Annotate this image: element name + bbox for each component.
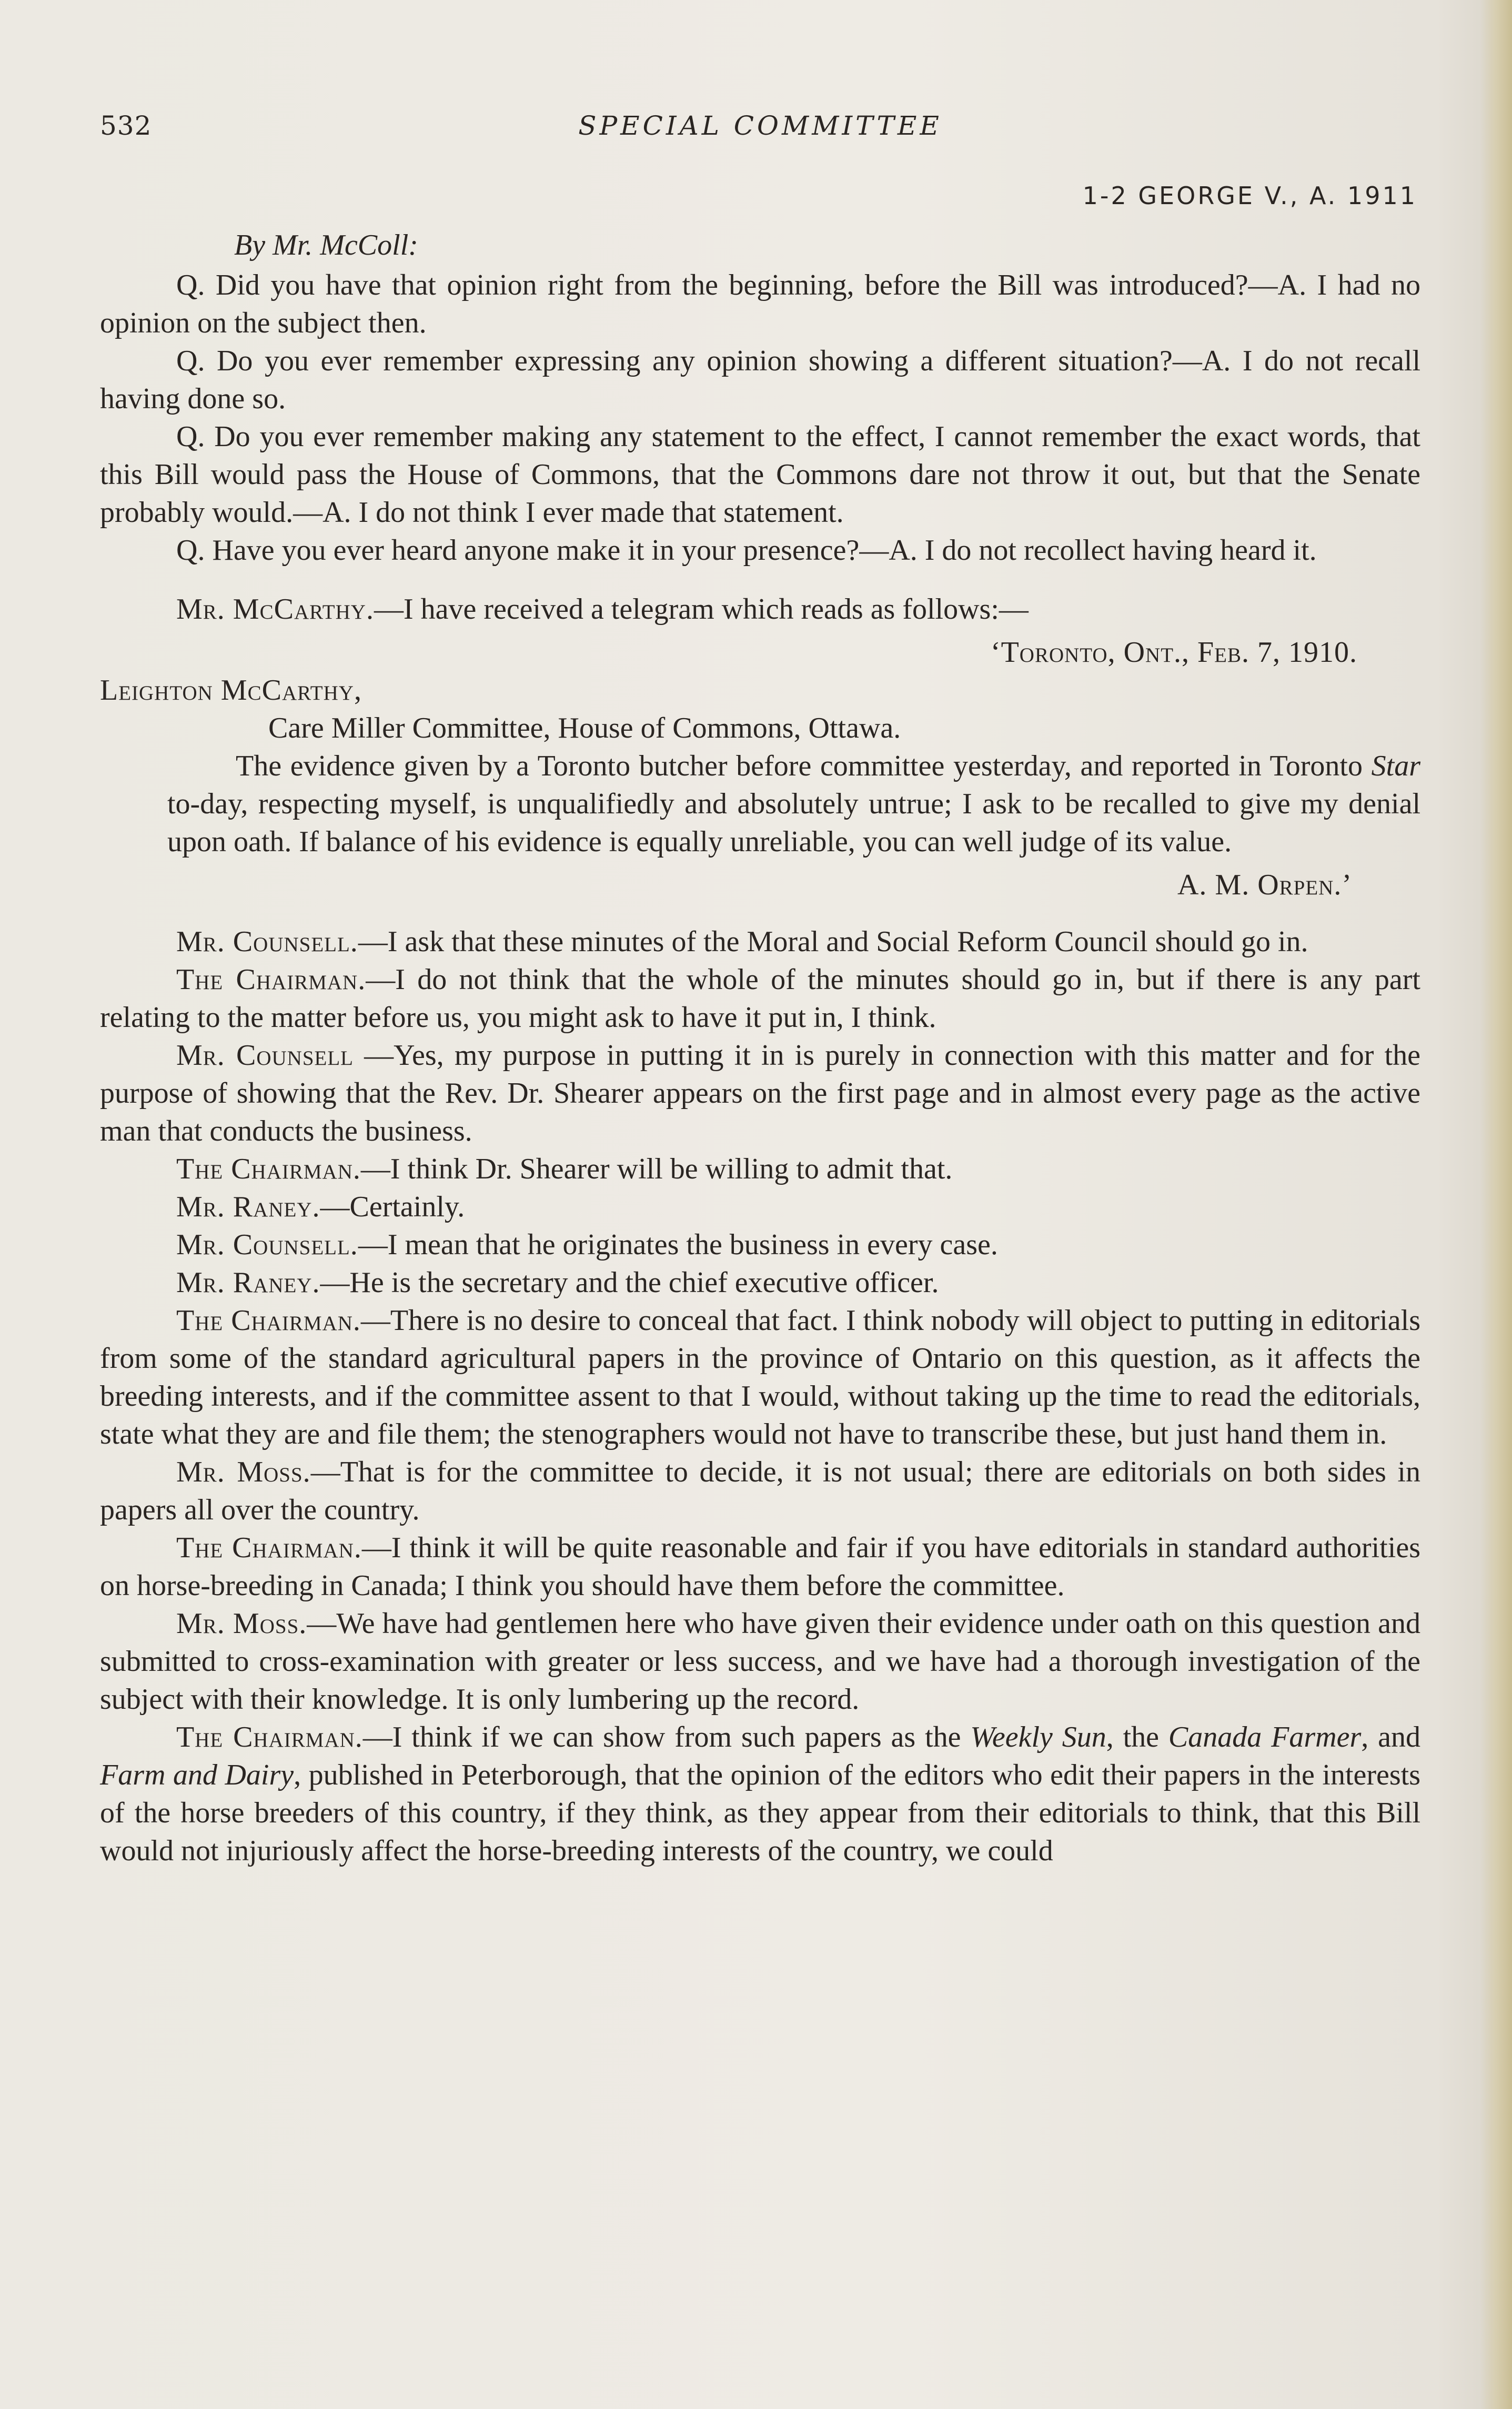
speech: —He is the secretary and the chief executive officer. xyxy=(320,1266,939,1299)
speech: —I think if we can show from such papers as the xyxy=(362,1721,971,1753)
telegram-text: to-day, respecting myself, is unqualifiedly and absolutely untrue; I ask to be recalled to give my denial upon oath. If balance of his evidence is equally unreliable, you can well judge of its value. xyxy=(167,788,1420,858)
exchange-paragraph xyxy=(100,1226,1420,1264)
qa-paragraph: Q. Do you ever remember making any statement to the effect, I cannot remember the exact words, that this Bill would pass the House of Commons, that the Commons dare not throw it out, but that the Senate probably would.—A. I do not think I ever made that statement. xyxy=(100,420,1420,529)
speaker: Mr. Moss. xyxy=(176,1456,311,1488)
examiner-line: By Mr. McColl: xyxy=(234,229,418,261)
newspaper-title: Star xyxy=(1371,750,1420,782)
newspaper-title: Canada Farmer xyxy=(1168,1721,1362,1753)
speech: —I have received a telegram which reads as follows:— xyxy=(374,593,1029,626)
telegram-body xyxy=(100,747,1420,861)
speech: —Certainly. xyxy=(320,1191,465,1223)
exchange-paragraph xyxy=(100,1529,1420,1605)
speaker: The Chairman. xyxy=(176,1304,361,1337)
exchange-paragraph xyxy=(100,1264,1420,1302)
running-head: SPECIAL COMMITTEE xyxy=(578,110,942,141)
newspaper-title: Farm and Dairy xyxy=(100,1759,294,1791)
speaker: Mr. Raney. xyxy=(176,1266,320,1299)
exchange-paragraph xyxy=(100,1453,1420,1529)
page-header xyxy=(100,110,1420,153)
speaker: The Chairman. xyxy=(176,1531,362,1564)
speech: —I think Dr. Shearer will be willing to admit that. xyxy=(360,1153,953,1185)
telegram-signature: A. M. Orpen.’ xyxy=(1177,869,1352,901)
qa-paragraph: Q. Did you have that opinion right from the beginning, before the Bill was introduced?—A. I had no opinion on the subject then. xyxy=(100,269,1420,339)
speech: —Yes, my purpose in putting it in is purely in connection with this matter and for the purpose of showing that the Rev. Dr. Shearer appears on the first page and in almost every page as the active man that conducts the business. xyxy=(100,1039,1421,1147)
telegram-text: The evidence given by a Toronto butcher before committee yesterday, and reported in Toronto xyxy=(236,750,1372,782)
speaker: Mr. Counsell xyxy=(176,1039,354,1072)
speech: —We have had gentlemen here who have given their evidence under oath on this question and submitted to cross-examination with greater or less success, and we have had a thorough investigation of the subject with their knowledge. It is only lumbering up the record. xyxy=(100,1607,1420,1716)
exchange-paragraph xyxy=(100,1150,1420,1188)
newspaper-title: Weekly Sun xyxy=(970,1721,1106,1753)
speaker: Mr. McCarthy. xyxy=(176,593,374,626)
telegram-intro xyxy=(100,590,1420,628)
exchange-paragraph xyxy=(100,923,1420,961)
speech: —That is for the committee to decide, it is not usual; there are editorials on both sides in papers all over the country. xyxy=(100,1456,1420,1526)
speech: , published in Peterborough, that the opinion of the editors who edit their papers in the interests of the horse breeders of this country, if they think, as they appear from their editorials to think, that this Bill would not injuriously affect the horse-breeding interests of the country, we could xyxy=(100,1759,1421,1867)
exchange-paragraph xyxy=(100,1036,1420,1150)
exchange-paragraph xyxy=(100,1188,1420,1226)
speaker: Mr. Counsell. xyxy=(176,1228,358,1261)
speaker: The Chairman. xyxy=(176,1153,361,1185)
speech: —I ask that these minutes of the Moral and Social Reform Council should go in. xyxy=(358,925,1308,958)
speaker: The Chairman. xyxy=(176,963,366,996)
exchange-paragraph xyxy=(100,1605,1420,1718)
speaker: Mr. Counsell. xyxy=(176,925,358,958)
speech: —I think it will be quite reasonable and fair if you have editorials in standard authorities on horse-breeding in Canada; I think you should have them before the committee. xyxy=(100,1531,1420,1602)
exchange-paragraph xyxy=(100,961,1420,1036)
qa-paragraph: Q. Do you ever remember expressing any opinion showing a different situation?—A. I do not recall having done so. xyxy=(100,345,1420,415)
session-year: 1-2 GEORGE V., A. 1911 xyxy=(1082,182,1417,210)
speech: , the xyxy=(1106,1721,1168,1753)
speaker: Mr. Moss. xyxy=(176,1607,307,1640)
exchange-paragraph xyxy=(100,1302,1420,1453)
page-edge xyxy=(1480,0,1512,2409)
speech: —I mean that he originates the business in every case. xyxy=(358,1228,998,1261)
telegram-recipient: Leighton McCarthy, xyxy=(100,674,362,707)
telegram-address: Care Miller Committee, House of Commons, Ottawa. xyxy=(268,712,901,744)
page-number: 532 xyxy=(100,110,152,141)
exchange-paragraph xyxy=(100,1718,1420,1870)
speech: , and xyxy=(1361,1721,1420,1753)
speaker: The Chairman. xyxy=(176,1721,363,1753)
speech: —There is no desire to conceal that fact. I think nobody will object to putting in editorials from some of the standard agricultural papers in the province of Ontario on this question, as it affects the breeding interests, and if the committee assent to that I would, without taking up the time to read the editorials, state what they are and file them; the stenographers would not have to transcribe these, but just hand them in. xyxy=(100,1304,1420,1450)
telegram-date: ‘Toronto, Ont., Feb. 7, 1910. xyxy=(990,636,1357,669)
speaker: Mr. Raney. xyxy=(176,1191,320,1223)
qa-paragraph: Q. Have you ever heard anyone make it in your presence?—A. I do not recollect having heard it. xyxy=(176,534,1317,567)
speech: —I do not think that the whole of the minutes should go in, but if there is any part relating to the matter before us, you might ask to have it put in, I think. xyxy=(100,963,1420,1034)
page-body xyxy=(100,226,1420,1870)
